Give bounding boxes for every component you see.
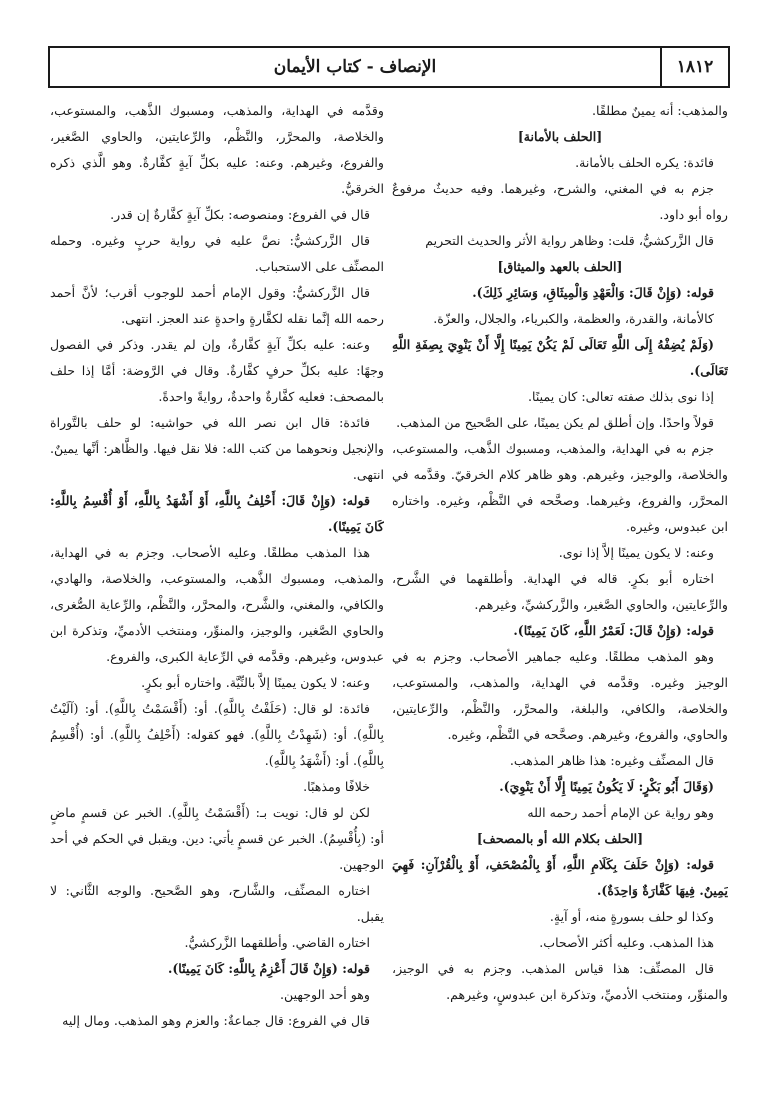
paragraph: قال المصنِّف وغيره: هذا ظاهر المذهب.	[509, 753, 714, 768]
quoted-text: (وَقَالَ أَبُو بَكْرٍ: لَا يَكُونُ يَمِينًا إِلَّا أَنْ يَنْوِيَ).	[499, 779, 714, 794]
paragraph: لكن لو قال: نويت بـ: (أَقْسَمْتُ بِاللَّهِ). الخبر عن قسمٍ ماضٍ أو: (بِأُقْسِمُ). الخبر عن قسمٍ يأتي: دين. ويقبل في الحكم في أحد الوجهين.	[50, 805, 384, 872]
paragraph: قال الزَّركشيُّ: وقول الإمام أحمد للوجوب أقرب؛ لأنَّ أحمد رحمه الله إنَّما نقله لكفَّارةٍ واحدةٍ عند العجز. انتهى.	[50, 285, 384, 326]
left-column	[50, 98, 384, 1074]
paragraph: اختاره المصنِّف، والشَّارح، وهو الصَّحيح. والوجه الثَّاني: لا يقبل.	[50, 883, 384, 924]
paragraph: وهو أحد الوجهين.	[280, 987, 370, 1002]
section-heading: [الحلف بكلام الله أو بالمصحف]	[476, 831, 644, 846]
paragraph: وهو المذهب مطلقًا. وعليه جماهير الأصحاب. وجزم به في الوجيز وغيره. وقدَّمه في الهداية، والمذهب، والمستوعب، والخلاصة، والكافي، والبلغة، والمحرَّر، والنَّظْم، والرِّعايتين، والحاوي، والفروع، وغيرهم. وصحَّحه في النَّظْم، وغيره.	[392, 649, 728, 742]
quoted-text: قوله: (وَإِنْ قَالَ أَعْزِمُ بِاللَّهِ: كَانَ يَمِينًا).	[167, 961, 370, 976]
paragraph: كالأمانة، والقدرة، والعظمة، والكبرياء، والجلال، والعزّة.	[433, 311, 714, 326]
paragraph: اختاره القاضي. وأطلقهما الزَّركشيُّ.	[184, 935, 370, 950]
paragraph: وهو رواية عن الإمام أحمد رحمه الله	[527, 805, 714, 820]
paragraph: إذا نوى بذلك صفته تعالى: كان يمينًا.	[528, 389, 714, 404]
paragraph: جزم به في الهداية، والمذهب، ومسبوك الذَّهب، والمستوعب، والخلاصة، والوجيز، وغيرهم. وهو ظاهر كلام الخرقيّ. وقدَّمه في المحرَّر، والفروع، وغيرهما. وصحَّحه في النَّظْم، وغيره. واختاره ابن عبدوس، وغيره.	[392, 441, 728, 534]
paragraph: جزم به في المغني، والشرح، وغيرهما. وفيه حديثٌ مرفوعٌ رواه أبو داود.	[392, 181, 728, 222]
page-header	[48, 46, 730, 88]
paragraph: وكذا لو حلف بسورةٍ منه، أو آيةٍ.	[549, 909, 714, 924]
quoted-text: قوله: (وَإِنْ قَالَ: وَالْعَهْدِ وَالْمِيثَاقِ، وَسَائِرِ ذَلِكَ).	[472, 285, 714, 300]
quoted-text: قوله: (وَإِنْ حَلَفَ بِكَلَامِ اللَّهِ، أَوْ بِالْمُصْحَفِ، أَوْ بِالْقُرْآنِ: فَهِيَ يَمِينٌ. فِيهَا كَفَّارَةٌ وَاحِدَةٌ).	[392, 857, 728, 898]
paragraph: فائدة: قال ابن نصر الله في حواشيه: لو حلف بالتَّوراة والإنجيل ونحوهما من كتب الله: فلا نقل فيها. والظَّاهر: أنَّها يمينٌ. انتهى.	[50, 415, 384, 482]
paragraph: خلافًا ومذهبًا.	[303, 779, 370, 794]
paragraph: فائدة: لو قال: (حَلَفْتُ بِاللَّهِ). أو: (أَقْسَمْتُ بِاللَّهِ). أو: (آلَيْتُ بِاللَّهِ). أو: (شَهِدْتُ بِاللَّهِ). فهو كقوله: (أَحْلِفُ بِاللَّهِ). أو: (أُقْسِمُ بِاللَّهِ). أو: (أَشْهَدُ بِاللَّهِ).	[50, 701, 384, 768]
paragraph: هذا المذهب مطلقًا. وعليه الأصحاب. وجزم به في الهداية، والمذهب، ومسبوك الذَّهب، والمستوعب، والخلاصة، والهادي، والكافي، والمغني، والشَّرح، والمحرَّر، والنَّظْم، والرِّعاية الصُّغرى، والحاوي الصَّغير، والوجيز، والمنوِّر، ومنتخب الأدميِّ، وتذكرة ابن عبدوس، وغيرهم. وقدَّمه في الرِّعاية الكبرى، والفروع.	[50, 545, 384, 664]
quoted-text: قوله: (وَإِنْ قَالَ: لَعَمْرُ اللَّهِ، كَانَ يَمِينًا).	[513, 623, 714, 638]
paragraph: فائدة: يكره الحلف بالأمانة.	[575, 155, 714, 170]
paragraph: هذا المذهب. وعليه أكثر الأصحاب.	[539, 935, 714, 950]
paragraph: قولاً واحدًا. وإن أطلق لم يكن يمينًا، على الصَّحيح من المذهب.	[396, 415, 714, 430]
paragraph: اختاره أبو بكرٍ. قاله في الهداية. وأطلقهما في الشَّرح، والرِّعايتين، والحاوي الصَّغير، والزَّركشيِّ، وغيرهم.	[392, 571, 728, 612]
section-heading: [الحلف بالأمانة]	[517, 129, 603, 144]
page-number: ١٨١٢	[660, 48, 728, 86]
paragraph: وعنه: لا يكون يمينًا إلاَّ إذا نوى.	[558, 545, 714, 560]
paragraph: قال المصنِّف: هذا قياس المذهب. وجزم به في الوجيز، والمنوِّر، ومنتخب الأدميِّ، وتذكرة ابن عبدوسٍ، وغيرهم.	[392, 961, 728, 1002]
paragraph: قال في الفروع: قال جماعةٌ: والعزم وهو المذهب. ومال إليه	[62, 1013, 370, 1028]
paragraph: قال الزَّركشيُّ: نصَّ عليه في رواية حربٍ وغيره. وحمله المصنِّف على الاستحباب.	[50, 233, 384, 274]
running-title: الإنصاف - كتاب الأيمان	[273, 57, 437, 77]
quoted-text: قوله: (وَإِنْ قَالَ: أَحْلِفُ بِاللَّهِ، أَوْ أَشْهَدُ بِاللَّهِ، أَوْ أُقْسِمُ بِاللَّهِ: كَانَ يَمِينًا).	[50, 493, 384, 534]
paragraph: قال في الفروع: ومنصوصه: بكلِّ آيةٍ كفَّارةٌ إن قدر.	[110, 207, 370, 222]
paragraph: والمذهب: أنه يمينٌ مطلقًا.	[592, 103, 728, 118]
paragraph: وعنه: لا يكون يمينًا إلاَّ بالنِّيَّة. واختاره أبو بكرٍ.	[141, 675, 370, 690]
right-column	[392, 98, 728, 1074]
paragraph: قال الزَّركشيُّ، قلت: وظاهر رواية الأثر والحديث التحريم	[425, 233, 714, 248]
paragraph: وقدَّمه في الهداية، والمذهب، ومسبوك الذَّهب، والمستوعب، والخلاصة، والمحرَّر، والنَّظْم، والرِّعايتين، والحاوي الصَّغير، والفروع، وغيرهم. وعنه: عليه بكلِّ آيةٍ كفَّارةٌ. وهو الَّذي ذكره الخرقيُّ.	[50, 103, 384, 196]
quoted-text: (وَلَمْ يُضِفْهُ إِلَى اللَّهِ تَعَالَى لَمْ يَكُنْ يَمِينًا إِلَّا أَنْ يَنْوِيَ بِصِفَةِ اللَّهِ تَعَالَى).	[392, 337, 728, 378]
paragraph: وعنه: عليه بكلِّ آيةٍ كفَّارةٌ، وإن لم يقدر. وذكر في الفصول وجهًا: عليه بكلِّ حرفٍ كفَّارةٌ. وقال في الرَّوضة: أمَّا إذا حلف بالمصحف: فعليه كفَّارةٌ واحدةٌ، روايةً واحدةً.	[50, 337, 384, 404]
section-heading: [الحلف بالعهد والميثاق]	[497, 259, 623, 274]
